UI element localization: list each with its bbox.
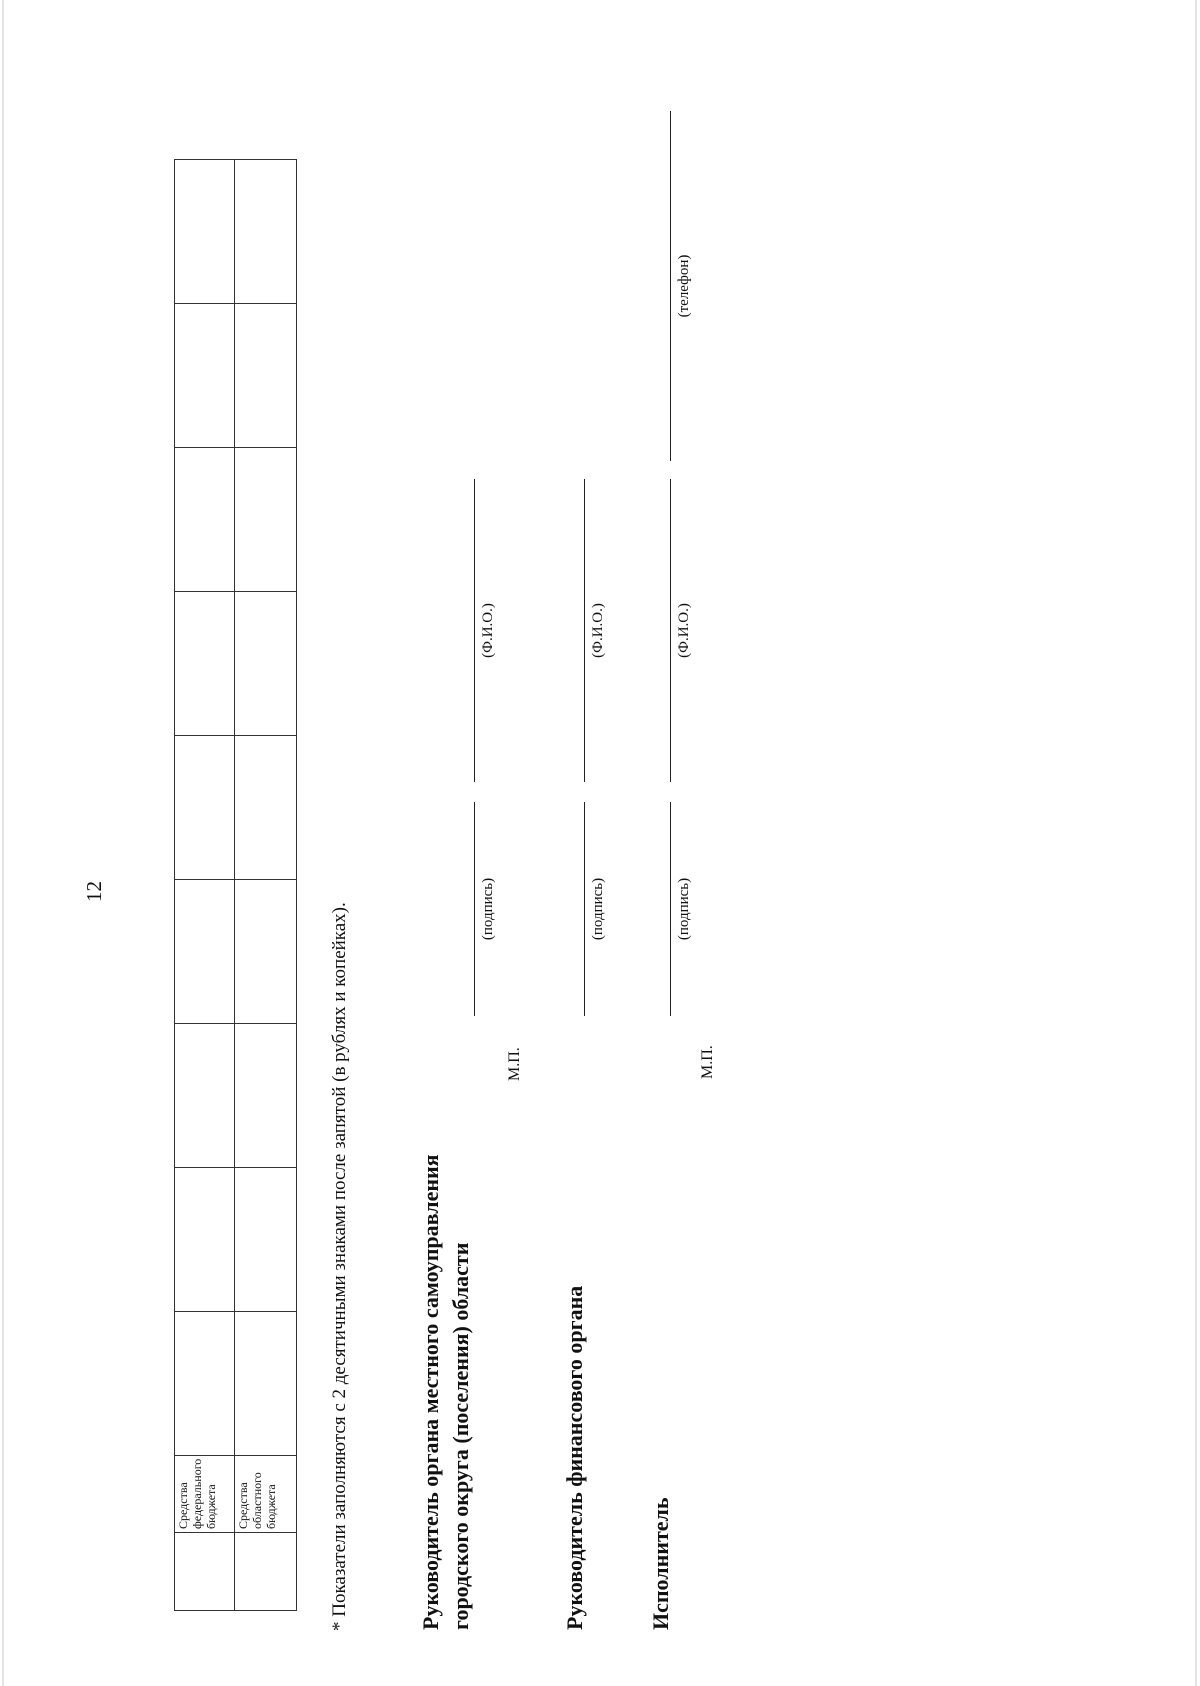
signature-caption: (подпись) bbox=[480, 877, 496, 941]
signature-caption: (подпись) bbox=[676, 877, 692, 941]
phone-caption: (телефон) bbox=[676, 254, 692, 318]
table-cell[interactable] bbox=[175, 303, 235, 447]
name-line[interactable] bbox=[670, 479, 671, 782]
table-cell[interactable] bbox=[175, 879, 235, 1023]
head-local-title-line2: городского округа (поселения) области bbox=[448, 1242, 473, 1630]
table-cell bbox=[235, 1533, 297, 1611]
signature-line[interactable] bbox=[670, 802, 671, 1016]
table-cell[interactable] bbox=[235, 1311, 297, 1455]
table-row-federal bbox=[175, 159, 235, 1610]
seal-label: М.П. bbox=[699, 1045, 716, 1079]
name-caption: (Ф.И.О.) bbox=[590, 603, 606, 658]
row-label-regional: Средства областного бюджета bbox=[235, 1455, 297, 1532]
table-cell[interactable] bbox=[175, 1167, 235, 1311]
table-cell[interactable] bbox=[235, 735, 297, 879]
name-caption: (Ф.И.О.) bbox=[480, 603, 496, 658]
signature-caption: (подпись) bbox=[590, 877, 606, 941]
signature-line[interactable] bbox=[474, 802, 475, 1016]
name-caption: (Ф.И.О.) bbox=[676, 603, 692, 658]
page-number: 12 bbox=[82, 881, 106, 902]
table-cell[interactable] bbox=[235, 879, 297, 1023]
budget-table bbox=[174, 159, 297, 1611]
head-local-title-line1: Руководитель органа местного самоуправления bbox=[418, 1154, 443, 1630]
row-label-federal: Средства федерального бюджета bbox=[175, 1455, 235, 1532]
table-cell[interactable] bbox=[235, 1167, 297, 1311]
table-cell[interactable] bbox=[175, 591, 235, 735]
table-cell[interactable] bbox=[235, 447, 297, 591]
executor-title: Исполнитель bbox=[648, 1497, 673, 1630]
rotated-page bbox=[0, 86, 1200, 1686]
table-cell[interactable] bbox=[235, 159, 297, 303]
name-line[interactable] bbox=[584, 479, 585, 782]
table-cell[interactable] bbox=[235, 591, 297, 735]
table-cell bbox=[175, 1533, 235, 1611]
table-cell[interactable] bbox=[175, 447, 235, 591]
table-cell[interactable] bbox=[175, 1311, 235, 1455]
table-row-regional bbox=[235, 159, 297, 1610]
name-line[interactable] bbox=[474, 479, 475, 782]
table-cell[interactable] bbox=[175, 1023, 235, 1167]
table-cell[interactable] bbox=[235, 1023, 297, 1167]
seal-label: М.П. bbox=[506, 1047, 523, 1081]
signature-line[interactable] bbox=[584, 802, 585, 1016]
footnote: * Показатели заполняются с 2 десятичными знаками после запятой (в рублях и копейках). bbox=[329, 902, 350, 1631]
phone-line[interactable] bbox=[670, 111, 671, 461]
table-cell[interactable] bbox=[235, 303, 297, 447]
table-cell[interactable] bbox=[175, 735, 235, 879]
head-finance-title: Руководитель финансового органа bbox=[562, 1285, 587, 1630]
table-cell[interactable] bbox=[175, 159, 235, 303]
